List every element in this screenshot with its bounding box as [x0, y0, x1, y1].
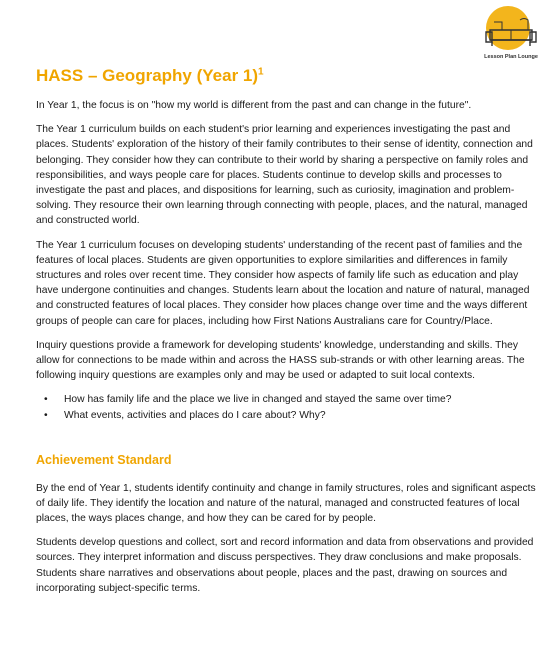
lesson-plan-lounge-logo — [476, 6, 546, 66]
curriculum-paragraph-2: The Year 1 curriculum focuses on developing students' understanding of the recent past of families and the features of local places. Students are given opportunities to explore similarities and differences in family structures and roles over recent time. They consider how aspects of family life such as education and play have undergone continuities and changes. Students learn about the location and nature of natural, managed and constructed features of local places. They consider how places change over time and the ways different groups of people can care for places, including how First Nations Australians care for Country/Place. — [36, 239, 530, 327]
document-body — [36, 64, 542, 596]
achievement-paragraph-2: Students develop questions and collect, sort and record information and data from observations and provided sources. They interpret information and discuss perspectives. They draw conclusions and make proposals. Students share narratives and observations about people, places and the past, drawing on sources and incorporating subject-specific terms. — [36, 537, 534, 594]
bullet-icon: • — [44, 394, 48, 406]
achievement-paragraph-1: By the end of Year 1, students identify continuity and change in family structures, roles and significant aspects of daily life. They identify the location and nature of the natural, managed and constructed features of local places, the ways places change, and how they can be cared for by people. — [36, 482, 536, 525]
curriculum-paragraph-1: The Year 1 curriculum builds on each student's prior learning and experiences investigating the past and places. Students' exploration of the history of their family contributes to their sense of identity, connection and belonging. They consider how they can contribute to their world by sharing a perspective on family roles and responsibilities, and ways people care for places. Students continue to develop skills and processes to investigate the past and places, and dispositions for learning, such as curiosity, imagination and problem-solving. They resource their own learning through connecting with people, places, and the natural, managed and constructed world. — [36, 124, 533, 227]
inquiry-questions-list — [36, 392, 542, 423]
title-text: HASS – Geography (Year 1) — [36, 66, 259, 85]
bullet-icon: • — [44, 410, 48, 422]
sofa-icon — [480, 16, 542, 50]
logo-text: Lesson Plan Lounge — [484, 54, 538, 60]
list-item-text: What events, activities and places do I care about? Why? — [64, 410, 326, 422]
list-item — [44, 392, 542, 408]
intro-paragraph: In Year 1, the focus is on "how my world is different from the past and can change in the future". — [36, 100, 472, 111]
title-footnote-marker: 1 — [258, 66, 264, 78]
inquiry-paragraph: Inquiry questions provide a framework for developing students' knowledge, understanding and skills. They allow for connections to be made within and across the HASS sub-strands or with other learning areas. The following inquiry questions are examples only and may be used or adapted to suit local contexts. — [36, 339, 525, 382]
list-item-text: How has family life and the place we live in changed and stayed the same over time? — [64, 394, 452, 406]
page-title — [36, 64, 542, 88]
list-item — [44, 408, 542, 424]
achievement-standard-heading: Achievement Standard — [36, 452, 172, 467]
